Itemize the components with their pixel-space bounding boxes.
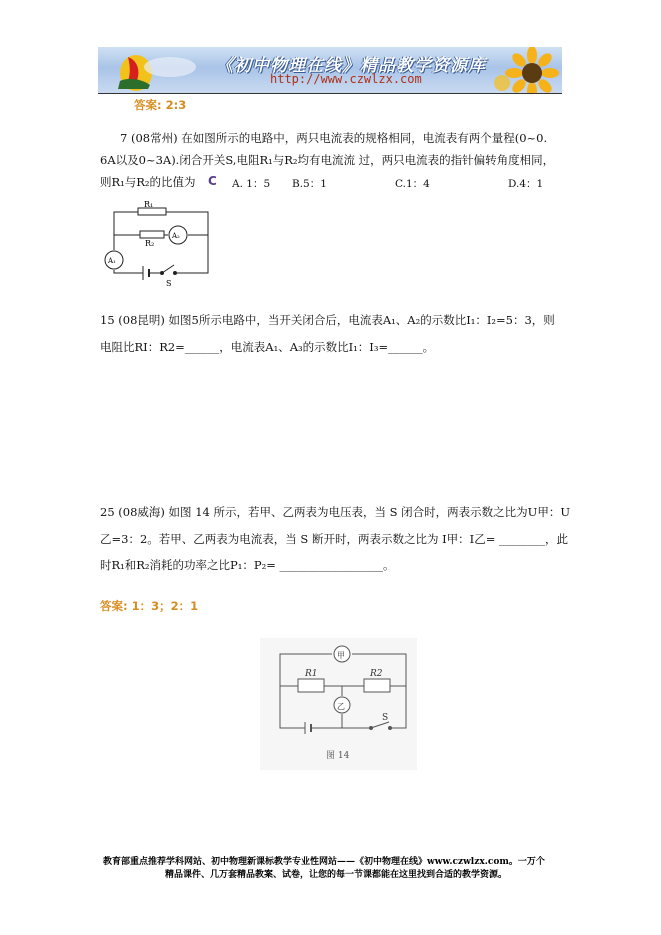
answer-2: 答案: 1：3；2：1 xyxy=(100,599,199,613)
logo-icon xyxy=(98,47,208,93)
q7-choice: C xyxy=(208,174,217,188)
q15-line-2: 电阻比RI：R2=______，电流表A₁、A₃的示数比I₁：I₃=______。 xyxy=(100,340,435,354)
banner-url: http://www.czwlzx.com xyxy=(270,72,422,86)
header-rule xyxy=(98,93,562,94)
q25-line-2: 乙=3：2。若甲、乙两表为电流表，当 S 断开时，两表示数之比为 I甲：I乙= ________，此 xyxy=(100,532,568,546)
q25-r1-label: R1 xyxy=(305,669,318,679)
q7-option-b: B.5：1 xyxy=(292,178,327,190)
q7-circuit-diagram xyxy=(100,200,220,290)
q7-option-c: C.1：4 xyxy=(395,178,430,190)
q7-r2-label: R₂ xyxy=(145,239,155,248)
answer-1: 答案: 2:3 xyxy=(134,98,187,112)
header-banner xyxy=(98,47,562,93)
sunflower-icon xyxy=(492,47,562,93)
q7-line-2: 6A以及0~3A).闭合开关S,电阻R₁与R₂均有电流流 过，两只电流表的指针偏转角度相同， xyxy=(100,153,555,167)
q7-a2-label: A₂ xyxy=(172,232,180,240)
q7-line-3: 则R₁与R₂的比值为 xyxy=(100,175,196,189)
q25-line-3: 时R₁和R₂消耗的功率之比P₁：P₂= __________________。 xyxy=(100,558,395,572)
q15-line-1: 15 (08昆明) 如图5所示电路中，当开关闭合后，电流表A₁、A₂的示数比I₁：I₂=5：3，则 xyxy=(100,313,555,327)
banner-title: 《初中物理在线》精品教学资源库 xyxy=(216,56,486,76)
q25-r2-label: R2 xyxy=(370,669,383,679)
q7-line-1: 7 (08常州) 在如图所示的电路中，两只电流表的规格相同，电流表有两个量程(0~0. xyxy=(120,131,548,145)
q25-circuit-diagram xyxy=(260,638,417,770)
q25-figure-caption: 图 14 xyxy=(326,751,350,761)
footer-line-2: 精品课件、几万套精品教案、试卷，让您的每一节课都能在这里找到合适的教学资源。 xyxy=(165,870,508,880)
q7-option-d: D.4：1 xyxy=(508,178,544,190)
q7-a1-label: A₁ xyxy=(108,257,116,265)
q7-r1-label: R₁ xyxy=(144,200,154,209)
q7-switch-label: S xyxy=(166,279,172,288)
q7-option-a: A. 1：5 xyxy=(232,178,271,190)
q25-line-1: 25 (08威海) 如图 14 所示，若甲、乙两表为电压表，当 S 闭合时，两表示数之比为U甲：U xyxy=(100,505,571,519)
q25-jia-label: 甲 xyxy=(337,651,345,660)
footer-line-1: 教育部重点推荐学科网站、初中物理新课标教学专业性网站——《初中物理在线》www.czwlzx.com。一万个 xyxy=(103,857,545,867)
q25-yi-label: 乙 xyxy=(337,702,345,711)
q25-switch-label: S xyxy=(382,713,389,723)
